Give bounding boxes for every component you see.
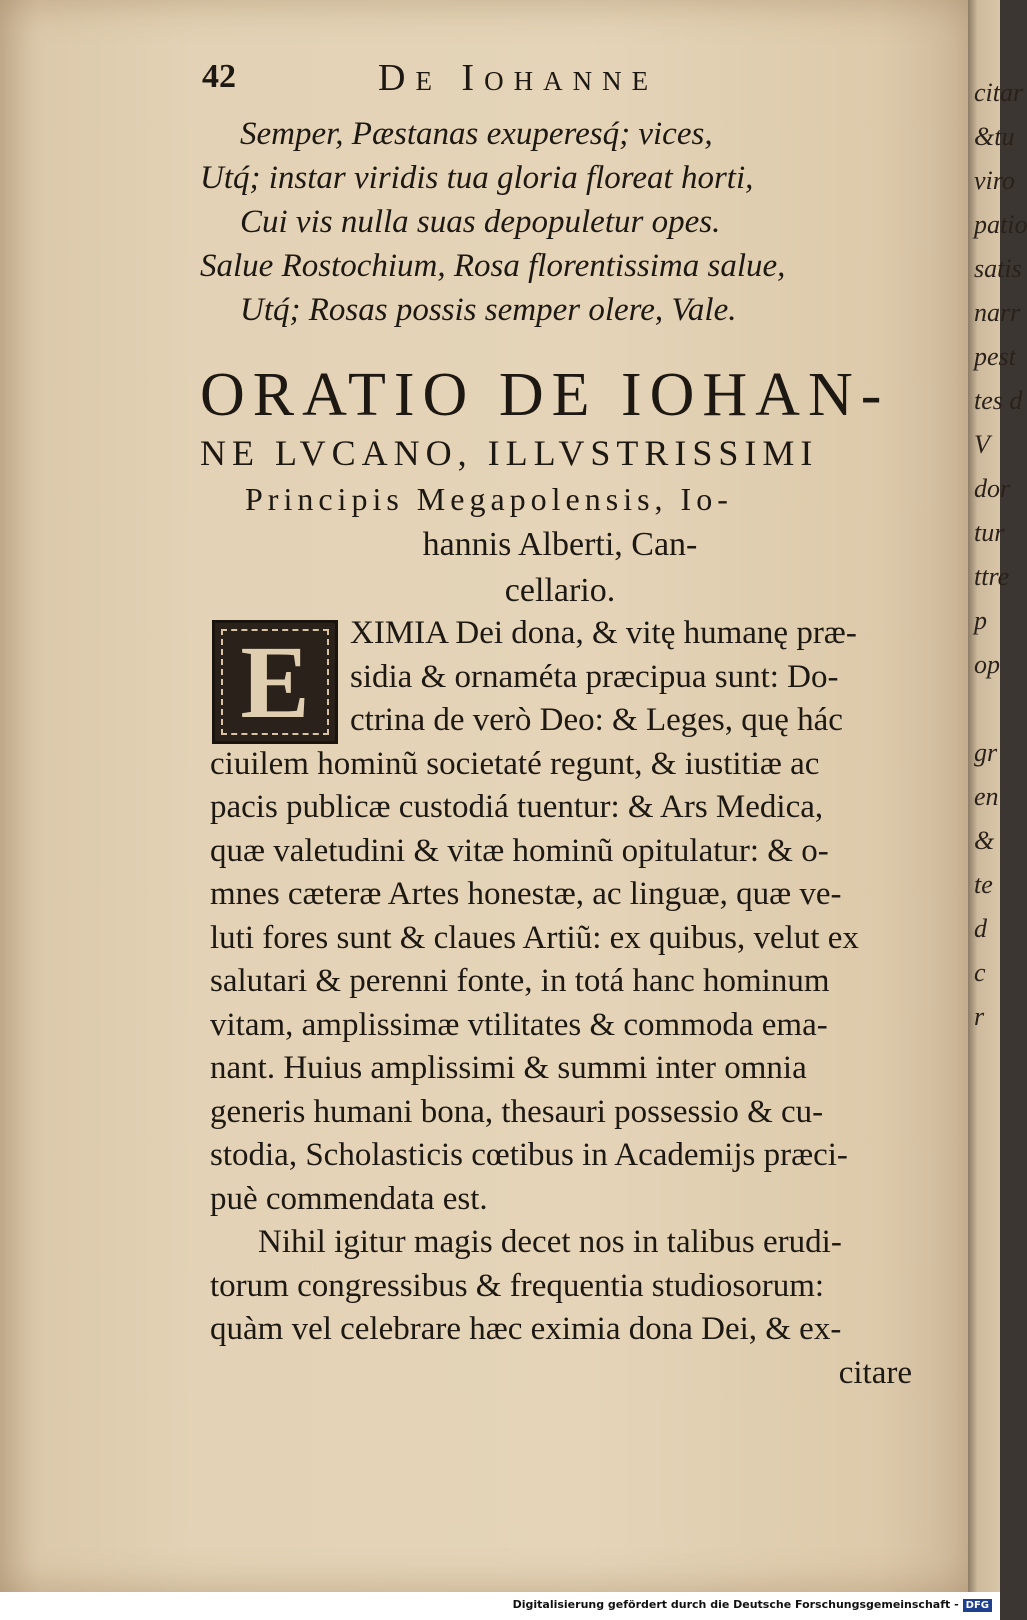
adjacent-fragment: pest <box>974 342 1016 371</box>
oration-body <box>210 612 920 1395</box>
adjacent-fragment: & <box>974 826 995 855</box>
adjacent-page-edge <box>968 0 1027 1592</box>
digitization-footer <box>0 1592 1000 1620</box>
poem-line: Utq́; instar viridis tua gloria floreat horti, <box>200 160 754 196</box>
poem-line: Cui vis nulla suas depopuletur opes. <box>240 204 721 240</box>
dfg-logo: DFG <box>963 1599 992 1612</box>
adjacent-fragment: c <box>974 958 986 987</box>
body-line: ctrina de verò Deo: & Leges, quę hác <box>350 702 843 738</box>
running-head: De Iohanne <box>378 57 659 99</box>
title-line-4: hannis Alberti, Can- <box>422 526 698 563</box>
adjacent-fragment: &tu <box>974 122 1015 151</box>
title-line-5: cellario. <box>504 572 616 609</box>
adjacent-fragment: d <box>974 914 987 943</box>
body-line: XIMIA Dei dona, & vitę humanę præ- <box>350 615 857 651</box>
adjacent-fragment: p <box>974 606 987 635</box>
adjacent-fragment: r <box>974 1002 985 1031</box>
body-line: stodia, Scholasticis cœtibus in Academijs præci- <box>210 1137 848 1173</box>
body-line: pacis publicæ custodiá tuentur: & Ars Medica, <box>210 789 824 825</box>
adjacent-fragment: V <box>974 430 990 459</box>
body-line: torum congressibus & frequentia studiosorum: <box>210 1267 825 1304</box>
credit-text: Digitalisierung gefördert durch die Deutsche Forschungsgemeinschaft - <box>512 1598 959 1611</box>
adjacent-fragment: narr <box>974 298 1021 327</box>
body-line: Nihil igitur magis decet nos in talibus erudi- <box>258 1224 842 1260</box>
adjacent-fragment: op <box>974 650 1000 679</box>
poem-line: Semper, Pæstanas exuperesq́; vices, <box>240 116 713 152</box>
body-line: sidia & ornaméta præcipua sunt: Do- <box>350 658 839 695</box>
body-line: salutari & perenni fonte, in totá hanc hominum <box>210 963 830 999</box>
funding-credit <box>513 1598 992 1611</box>
adjacent-fragment: ttre <box>974 562 1010 591</box>
adjacent-fragment: patio <box>974 210 1027 239</box>
adjacent-fragment: viro <box>974 166 1015 195</box>
body-line: vitam, amplissimæ vtilitates & commoda ema- <box>210 1006 828 1043</box>
oration-title <box>200 360 920 614</box>
poem <box>200 112 785 332</box>
catchword: citare <box>838 1354 912 1391</box>
adjacent-fragment: tur <box>974 518 1005 547</box>
adjacent-fragment: tes d <box>974 386 1023 415</box>
adjacent-fragment: satis <box>974 254 1022 283</box>
title-line-3: Principis Megapolensis, Io- <box>245 481 733 517</box>
body-line: puè commendata est. <box>210 1180 488 1217</box>
page-number: 42 <box>202 58 236 95</box>
body-line: quàm vel celebrare hæc eximia dona Dei, & ex- <box>210 1311 842 1347</box>
body-line: luti fores sunt & claues Artiũ: ex quibus, velut ex <box>210 919 859 956</box>
adjacent-fragment: te <box>974 870 993 899</box>
initial-letter: E <box>240 625 310 740</box>
body-line: ciuilem hominũ societaté regunt, & iustitiæ ac <box>210 745 820 782</box>
title-line-2: NE LVCANO, ILLVSTRISSIMI <box>200 433 819 473</box>
adjacent-fragment: en <box>974 782 999 811</box>
poem-line: Utq́; Rosas possis semper olere, Vale. <box>240 292 737 328</box>
body-line: generis humani bona, thesauri possessio & cu- <box>210 1093 824 1130</box>
adjacent-fragment: dor <box>974 474 1011 503</box>
body-line: nant. Huius amplissimi & summi inter omnia <box>210 1050 807 1086</box>
adjacent-fragment: citar <box>974 78 1024 107</box>
body-line: mnes cæteræ Artes honestæ, ac linguæ, quæ ve- <box>210 876 842 912</box>
adjacent-fragment: gr <box>974 738 998 767</box>
title-line-1: ORATIO DE IOHAN- <box>200 361 890 429</box>
body-line: quæ valetudini & vitæ hominũ opitulatur: & o- <box>210 832 829 869</box>
poem-line: Salue Rostochium, Rosa florentissima salue, <box>200 248 786 284</box>
